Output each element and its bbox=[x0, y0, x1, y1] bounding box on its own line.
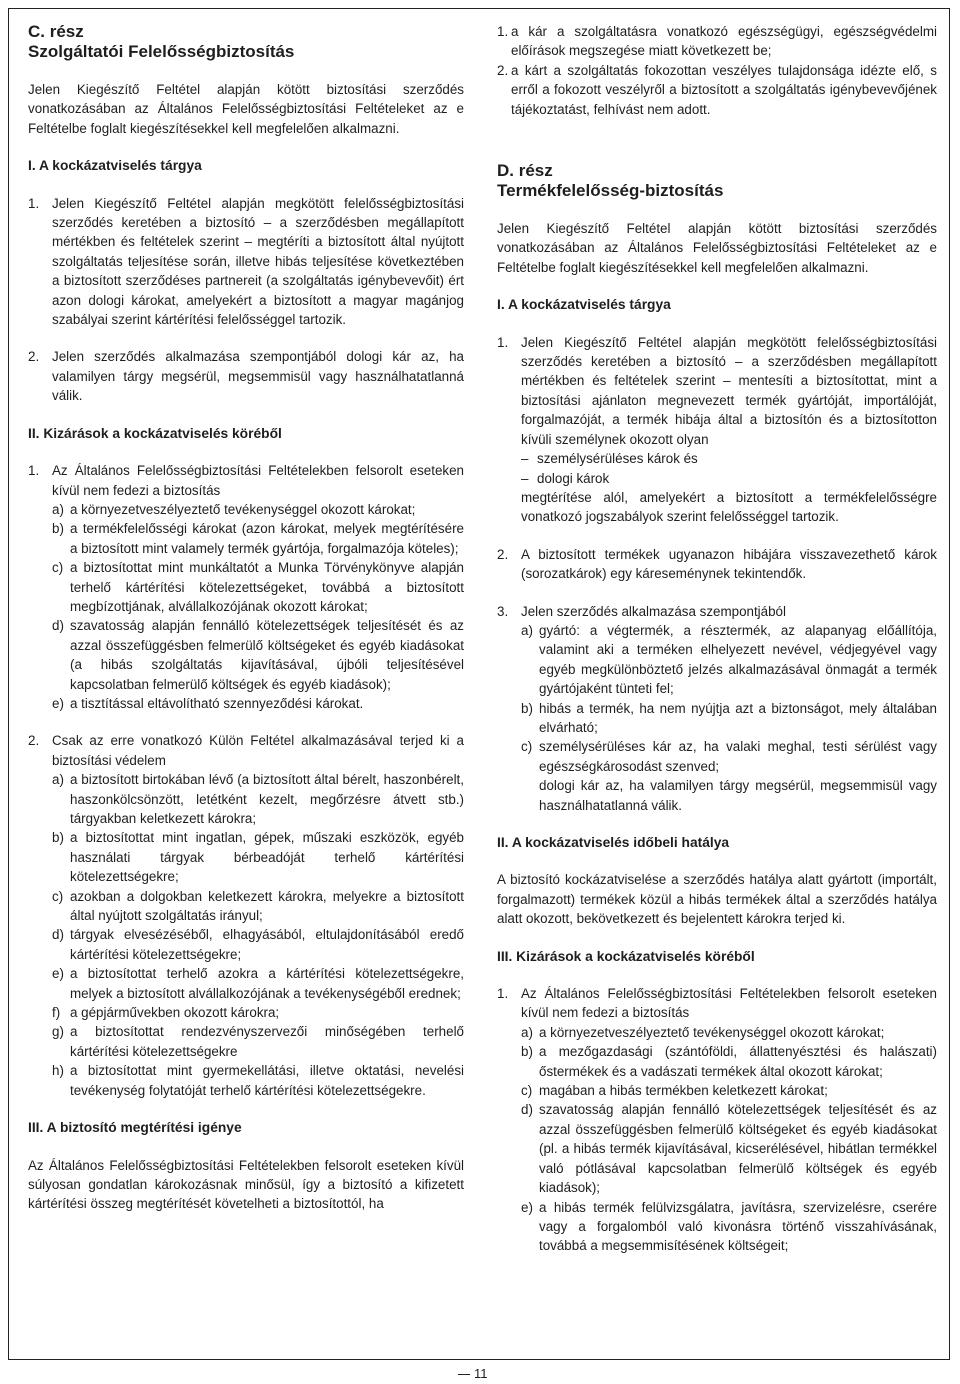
item-label: c) bbox=[521, 1083, 533, 1099]
list-item bbox=[521, 776, 937, 815]
list-item bbox=[52, 616, 464, 694]
item-label: d) bbox=[521, 1102, 533, 1118]
list-item bbox=[52, 500, 464, 519]
part-c-letter: C. rész bbox=[28, 22, 84, 41]
item-label: b) bbox=[521, 1044, 533, 1060]
list-item bbox=[521, 737, 937, 776]
list-item bbox=[52, 1061, 464, 1100]
clause-c1-1 bbox=[28, 194, 464, 330]
part-d-intro: Jelen Kiegészítő Feltétel alapján kötött biztosítási szerződés vonatkozásában az Általános Felelősségbiztosítási Feltételeket az e Feltételbe foglalt kiegészítésekkel kell megfelelően alkalmazni. bbox=[497, 221, 937, 275]
item-label: b) bbox=[52, 521, 64, 537]
item-text: tárgyak elvesézéséből, elhagyásából, eltulajdonításából eredő kártérítési kötelezettségekre; bbox=[70, 927, 464, 962]
item-text: hibás a termék, ha nem nyújtja azt a biztonságot, mely általában elvárható; bbox=[539, 700, 937, 735]
list-item bbox=[52, 828, 464, 886]
clause-c2-1 bbox=[28, 461, 464, 713]
item-label: b) bbox=[52, 830, 64, 846]
item-text: a hibás termék felülvizsgálatra, javításra, szervizelésre, cserére vagy a forgalomból való kivonásra történő visszahívásának, továbbá a megsemmisítésének költségeit; bbox=[539, 1199, 937, 1254]
dash-item bbox=[521, 449, 937, 468]
list-item bbox=[52, 925, 464, 964]
clause-text: Jelen szerződés alkalmazása szempontjából dologi kár az, ha valamilyen tárgy megsérül, megsemmisül vagy használhatatlanná válik. bbox=[52, 349, 464, 404]
item-label: a) bbox=[52, 772, 64, 788]
clause-number: 1. bbox=[28, 195, 40, 211]
page-number bbox=[458, 1366, 488, 1382]
item-label: e) bbox=[52, 966, 64, 982]
item-label: b) bbox=[521, 700, 533, 716]
list-item bbox=[497, 61, 937, 119]
clause-text: Jelen Kiegészítő Feltétel alapján megkötött felelősségbiztosítási szerződés keretében a biztosító – a szerződésben megállapított mértékben és feltételek szerint – mentesíti a biztosítottat, mint a biztosítási ajánlaton megnevezett termék gyártóját, importálóját, forgalmazóját, a termék hibája által a biztosítón és a biztosítotton kívüli személynek okozott olyan bbox=[521, 334, 937, 447]
item-label bbox=[521, 776, 539, 815]
list-item bbox=[521, 1042, 937, 1081]
item-label: e) bbox=[521, 1199, 533, 1215]
clause-number: 2. bbox=[28, 349, 40, 365]
list-item bbox=[521, 1081, 937, 1100]
item-text: dologi kár az, ha valamilyen tárgy megsérül, megsemmisül vagy használhatatlanná válik. bbox=[539, 778, 937, 813]
list-item bbox=[521, 1100, 937, 1197]
section-heading-d3: III. Kizárások a kockázatviselés köréből bbox=[497, 948, 755, 964]
item-text: személysérüléses kár az, ha valaki meghal, testi sérülést vagy egészségkárosodást szenved; bbox=[539, 739, 937, 774]
item-text: azokban a dolgokban keletkezett károkra, melyekre a biztosított által nyújtott szolgáltatás irányul; bbox=[70, 888, 464, 924]
clause-number: 1. bbox=[497, 334, 509, 350]
list-item bbox=[52, 558, 464, 616]
item-label: f) bbox=[52, 1005, 61, 1021]
item-text: a környezetveszélyeztető tevékenységgel okozott károkat; bbox=[70, 501, 416, 517]
item-text: személysérüléses károk és bbox=[537, 451, 698, 467]
item-label: c) bbox=[52, 888, 64, 904]
list-item bbox=[521, 621, 937, 699]
clause-d1-2 bbox=[497, 545, 937, 584]
item-label: h) bbox=[52, 1063, 64, 1079]
section-d2-text: A biztosító kockázatviselése a szerződés hatálya alatt gyártott (importált, forgalmazott) termékek közül a hibás termékek által a szerződés hatálya alatt okozott, bekövetkezett és bejelentett károkra terjed ki. bbox=[497, 872, 937, 927]
section-c3-text: Az Általános Felelősségbiztosítási Feltételekben felsorolt eseteken kívül súlyosan gondatlan károkozásnak minősül, így a biztosító a kifizetett kártérítési összeg megtérítését követelheti a biztosítottól, ha bbox=[28, 1157, 464, 1212]
section-heading-d1: I. A kockázatviselés tárgya bbox=[497, 297, 671, 313]
part-c-intro: Jelen Kiegészítő Feltétel alapján kötött biztosítási szerződés vonatkozásában az Általános Felelősségbiztosítási Feltételeket az e Feltételbe foglalt kiegészítésekkel kell megfelelően alkalmazni. bbox=[28, 82, 464, 136]
item-label: a) bbox=[521, 622, 533, 638]
item-text: szavatosság alapján fennálló kötelezettségek teljesítését és az azzal összefüggésben felmerülő költségeket és egyéb kiadásokat (a hibás szolgáltatás kijavításával, újbóli teljesítésével kapcsolatban felmerülő költségek és egyéb kiadások); bbox=[70, 618, 464, 692]
page-number-value: 11 bbox=[474, 1366, 488, 1381]
item-text: a környezetveszélyeztető tevékenységgel okozott károkat; bbox=[539, 1024, 885, 1040]
clause-c2-2 bbox=[28, 731, 464, 1100]
item-text: a biztosítottat mint ingatlan, gépek, műszaki eszközök, egyéb használati tárgyak bérbeadóját terhelő kártérítési kötelezettségekre; bbox=[70, 830, 464, 885]
item-text: a kár a szolgáltatásra vonatkozó egészségügyi, egészségvédelmi előírások megszegése miatt következett be; bbox=[511, 24, 937, 59]
item-label: a) bbox=[521, 1024, 533, 1040]
clause-text: Jelen Kiegészítő Feltétel alapján megkötött felelősségbiztosítási szerződés keretében a biztosító – a szerződésben megállapított mértékben és feltételek szerint – megtéríti a biztosított által nyújtott szolgáltatás teljesítése során, illetve hibás teljesítése következtében a biztosított szerződéses partnereit (a szolgáltatás igénybevevőit) ért azon dologi károkat, amelyekért a biztosított a magyar magánjog szabályai szerint kártérítési felelősséggel tartozik. bbox=[52, 195, 464, 328]
continued-list bbox=[497, 22, 937, 119]
section-heading-c3: III. A biztosító megtérítési igénye bbox=[28, 1120, 242, 1136]
clause-text-after: megtérítése alól, amelyekért a biztosított a termékfelelősségre vonatkozó jogszabályok szerint felelősséggel tartozik. bbox=[521, 489, 937, 525]
item-text: a biztosított birtokában lévő (a biztosított által bérelt, haszonbérelt, haszonkölcsönzött, letétként kezelt, megőrzésre átvett stb.) tárgyakban keletkezett károkra; bbox=[70, 772, 464, 826]
item-text: a biztosítottat mint gyermekellátási, illetve oktatási, nevelési tevékenység folytatóját terhelő kártérítési kötelezettségekre. bbox=[70, 1063, 464, 1098]
clause-number: 2. bbox=[28, 733, 40, 749]
item-text: a biztosítottat terhelő azokra a kártérítési kötelezettségekre, melyek a biztosított alvállalkozójának a tevékenységéből erednek; bbox=[70, 966, 464, 1001]
dash-item bbox=[521, 469, 937, 488]
item-text: a mezőgazdasági (szántóföldi, állattenyésztési és halászati) őstermékek és a vadászati termékek által okozott károkat; bbox=[539, 1044, 937, 1079]
item-text: szavatosság alapján fennálló kötelezettségek teljesítését és az azzal összefüggésben felmerülő költségeket és egyéb kiadásokat (pl. a hibás termék kijavításával, kicserélésével, hibátlan termékkel való pótlásával kapcsolatban felmerülő költségek és egyéb kiadások); bbox=[539, 1102, 937, 1196]
item-label: c) bbox=[52, 560, 64, 576]
clause-number: 3. bbox=[497, 603, 509, 619]
list-item bbox=[497, 22, 937, 61]
section-heading-c1: I. A kockázatviselés tárgya bbox=[28, 158, 202, 174]
part-c-title: Szolgáltatói Felelősségbiztosítás bbox=[28, 42, 295, 61]
list-item bbox=[521, 1023, 937, 1042]
list-item bbox=[52, 964, 464, 1003]
dash-mark: – bbox=[521, 470, 529, 486]
list-item bbox=[521, 1198, 937, 1256]
list-item bbox=[52, 1022, 464, 1061]
clause-text: A biztosított termékek ugyanazon hibájára visszavezethető károk (sorozatkárok) egy káreseménynek tekintendők. bbox=[521, 546, 937, 582]
item-text: a termékfelelősségi károkat (azon károkat, melyek megtérítésére a biztosított mint valamely termék gyártója, forgalmazója köteles); bbox=[70, 521, 464, 556]
list-item bbox=[52, 519, 464, 558]
list-item bbox=[52, 887, 464, 926]
list-item bbox=[521, 699, 937, 738]
item-text: a biztosítottat mint munkáltatót a Munka Törvénykönyve alapján terhelő kártérítési kötelezettségeket, továbbá a biztosított megbízottjának, alvállalkozójának okozott károkat; bbox=[70, 560, 464, 614]
clause-number: 1. bbox=[497, 986, 509, 1002]
item-text: gyártó: a végtermék, a résztermék, az alapanyag előállítója, valamint aki a terméken elhelyezett nevével, védjegyével vagy egyéb megkülönböztető jelzés alkalmazásával önmagát a termék gyártójaként tünteti fel; bbox=[539, 622, 937, 697]
item-text: a kárt a szolgáltatás fokozottan veszélyes tulajdonsága idézte elő, s erről a fokozott veszélyről a biztosított a szolgáltatás igénybevevőjének tájékoztatást, felhívást nem adott. bbox=[511, 62, 937, 117]
list-item bbox=[52, 770, 464, 828]
item-text: dologi károk bbox=[537, 470, 610, 486]
dash-mark: – bbox=[521, 451, 529, 467]
clause-intro: Csak az erre vonatkozó Külön Feltétel alkalmazásával terjed ki a biztosítási védelem bbox=[52, 733, 464, 768]
item-text: a biztosítottat rendezvényszervezői minőségében terhelő kártérítési kötelezettségekre bbox=[70, 1024, 464, 1059]
item-label: a) bbox=[52, 501, 64, 517]
item-label: c) bbox=[521, 739, 533, 755]
item-label: e) bbox=[52, 695, 64, 711]
clause-number: 1. bbox=[28, 463, 40, 479]
clause-intro: Jelen szerződés alkalmazása szempontjából bbox=[521, 603, 786, 619]
item-label: d) bbox=[52, 618, 64, 634]
clause-d1-1 bbox=[497, 333, 937, 527]
clause-intro: Az Általános Felelősségbiztosítási Feltételekben felsorolt eseteken kívül nem fedezi a biztosítás bbox=[521, 986, 937, 1021]
list-item bbox=[52, 1003, 464, 1022]
clause-d1-3 bbox=[497, 602, 937, 815]
item-label: d) bbox=[52, 927, 64, 943]
clause-number: 2. bbox=[497, 546, 509, 562]
left-column bbox=[28, 22, 464, 1214]
section-heading-d2: II. A kockázatviselés időbeli hatálya bbox=[497, 835, 730, 850]
clause-d3-1 bbox=[497, 984, 937, 1256]
part-d-letter: D. rész bbox=[497, 161, 553, 181]
item-text: magában a hibás termékben keletkezett károkat; bbox=[539, 1083, 828, 1099]
clause-intro: Az Általános Felelősségbiztosítási Feltételekben felsorolt eseteken kívül nem fedezi a biztosítás bbox=[52, 463, 464, 498]
item-label: 2. bbox=[497, 62, 509, 78]
page-number-dash bbox=[458, 1374, 470, 1375]
clause-c1-2 bbox=[28, 347, 464, 405]
item-text: a tisztítással eltávolítható szennyeződési károkat. bbox=[70, 695, 364, 711]
item-label: 1. bbox=[497, 24, 509, 39]
item-label: g) bbox=[52, 1024, 64, 1040]
part-d-title: Termékfelelősség-biztosítás bbox=[497, 181, 724, 201]
right-column bbox=[497, 22, 937, 1274]
list-item bbox=[52, 694, 464, 713]
item-text: a gépjárművekben okozott károkra; bbox=[70, 1005, 280, 1021]
section-heading-c2: II. Kizárások a kockázatviselés köréből bbox=[28, 425, 282, 441]
